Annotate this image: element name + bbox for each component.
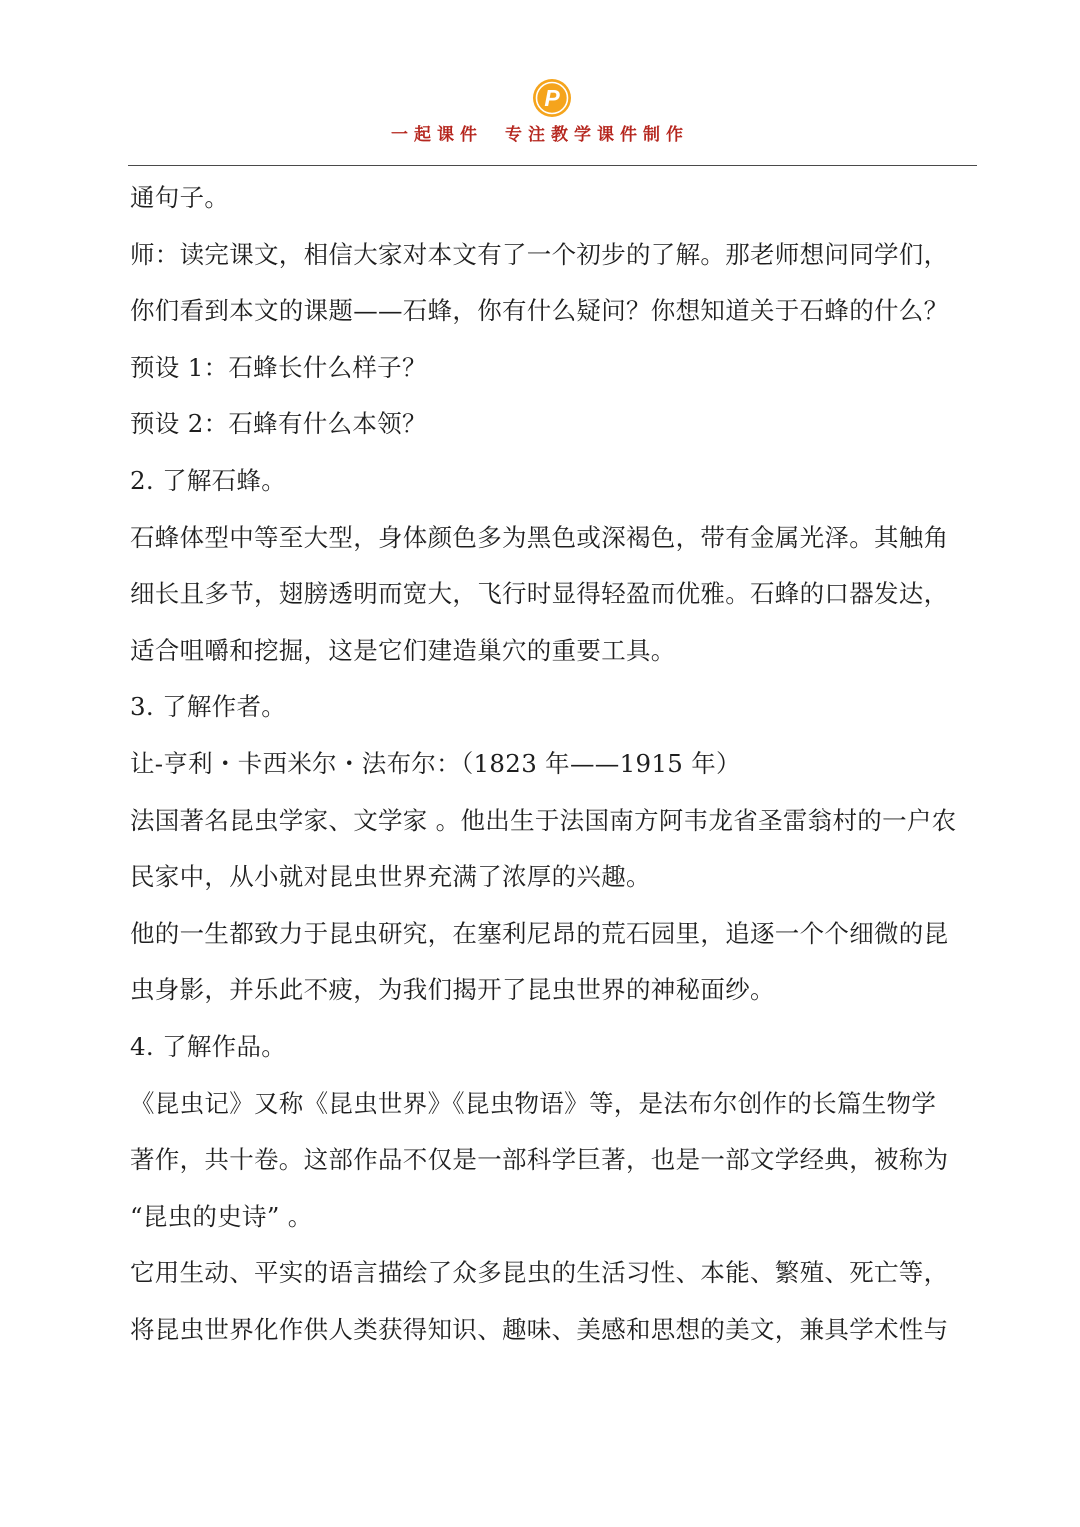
text-line: 师：读完课文，相信大家对本文有了一个初步的了解。那老师想问同学们， (130, 239, 949, 269)
text-line: 石蜂体型中等至大型，身体颜色多为黑色或深褐色，带有金属光泽。其触角 (130, 522, 949, 552)
text-line: 著作，共十卷。这部作品不仅是一部科学巨著，也是一部文学经典，被称为 (130, 1145, 949, 1175)
text-line: 适合咀嚼和挖掘，这是它们建造巢穴的重要工具。 (130, 635, 676, 665)
text-line: 他的一生都致力于昆虫研究，在塞利尼昂的荒石园里，追逐一个个细微的昆 (130, 918, 949, 948)
page-header (0, 0, 1080, 170)
text-line: 民家中，从小就对昆虫世界充满了浓厚的兴趣。 (130, 862, 651, 892)
text-line: 预设 1：石蜂长什么样子？ (130, 352, 427, 382)
section-heading: 4. 了解作品。 (130, 1031, 287, 1061)
tagline-slogan: 专注教学课件制作 (505, 125, 689, 145)
header-divider (128, 165, 977, 166)
svg-text:P: P (544, 85, 560, 111)
text-line: “昆虫的史诗” 。 (130, 1201, 313, 1231)
text-line: 细长且多节，翅膀透明而宽大，飞行时显得轻盈而优雅。石蜂的口器发达， (130, 579, 949, 609)
text-line: 法国著名昆虫学家、文学家 。他出生于法国南方阿韦龙省圣雷翁村的一户农 (130, 805, 957, 835)
text-line: 它用生动、平实的语言描绘了众多昆虫的生活习性、本能、繁殖、死亡等， (130, 1258, 949, 1288)
header-tagline (0, 120, 1080, 145)
text-line: 《昆虫记》又称《昆虫世界》《昆虫物语》等，是法布尔创作的长篇生物学 (130, 1088, 937, 1118)
section-heading: 2. 了解石蜂。 (130, 465, 287, 495)
brand-logo-icon (532, 78, 572, 118)
text-line: 虫身影，并乐此不疲，为我们揭开了昆虫世界的神秘面纱。 (130, 975, 775, 1005)
text-line: 通句子。 (130, 183, 230, 212)
document-body (130, 170, 980, 1358)
text-line: 预设 2：石蜂有什么本领？ (130, 409, 427, 439)
tagline-brand: 一起课件 (391, 125, 483, 145)
text-line: 将昆虫世界化作供人类获得知识、趣味、美感和思想的美文，兼具学术性与 (130, 1314, 949, 1344)
text-line: 让-亨利・卡西米尔・法布尔：（1823 年——1915 年） (130, 748, 741, 778)
text-line: 你们看到本文的课题——石蜂，你有什么疑问？你想知道关于石蜂的什么？ (130, 296, 949, 326)
section-heading: 3. 了解作者。 (130, 692, 287, 722)
